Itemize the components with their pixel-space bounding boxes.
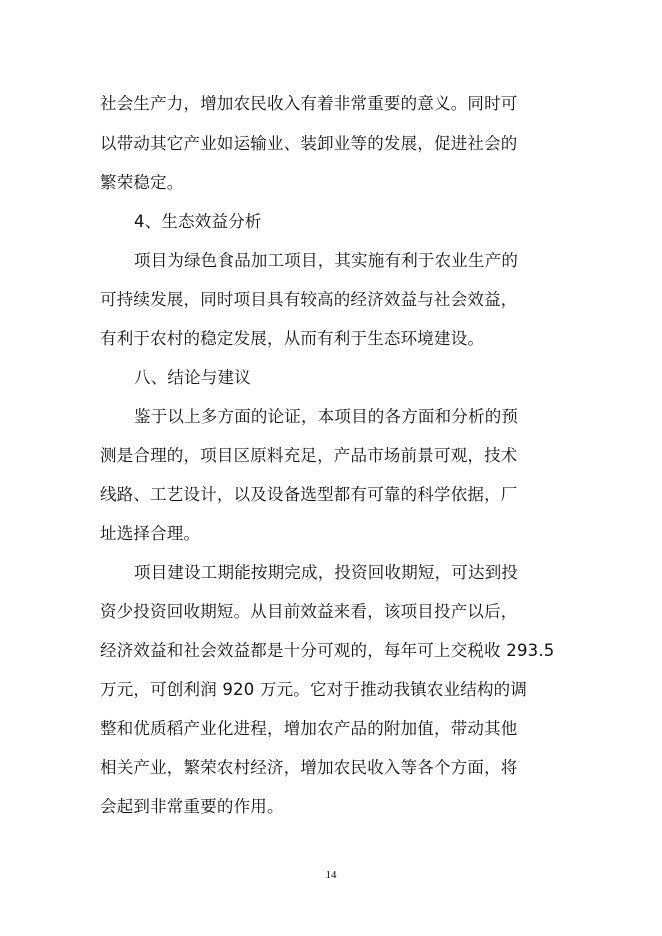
text-line: 万元，可创利润 920 万元。它对于推动我镇农业结构的调 [100,680,528,699]
page-number: 14 [325,869,337,881]
text-line: 资少投资回收期短。从目前效益来看，该项目投产以后， [100,602,518,621]
text-line: 测是合理的，项目区原料充足，产品市场前景可观，技术 [100,446,518,465]
text-line: 址选择合理。 [100,524,201,543]
text-line: 线路、工艺设计，以及设备选型都有可靠的科学依据，厂 [100,485,518,504]
section-heading: 4、生态效益分析 [134,212,262,231]
text-line: 可持续发展，同时项目具有较高的经济效益与社会效益， [100,290,518,309]
text-line: 项目建设工期能按期完成，投资回收期短，可达到投 [134,563,519,582]
text-line: 以带动其它产业如运输业、装卸业等的发展，促进社会的 [100,134,518,153]
text-line: 鉴于以上多方面的论证，本项目的各方面和分析的预 [134,407,519,426]
text-line: 有利于农村的稳定发展，从而有利于生态环境建设。 [100,329,485,348]
section-heading: 八、结论与建议 [134,368,251,387]
text-line: 整和优质稻产业化进程，增加农产品的附加值，带动其他 [100,719,518,738]
text-line: 项目为绿色食品加工项目，其实施有利于农业生产的 [134,251,519,270]
text-line: 会起到非常重要的作用。 [100,797,284,816]
text-line: 相关产业，繁荣农村经济，增加农民收入等各个方面，将 [100,758,518,777]
text-line: 社会生产力，增加农民收入有着非常重要的意义。同时可 [100,94,518,113]
text-line: 繁荣稳定。 [100,173,184,192]
text-line: 经济效益和社会效益都是十分可观的，每年可上交税收 293.5 [100,641,555,660]
